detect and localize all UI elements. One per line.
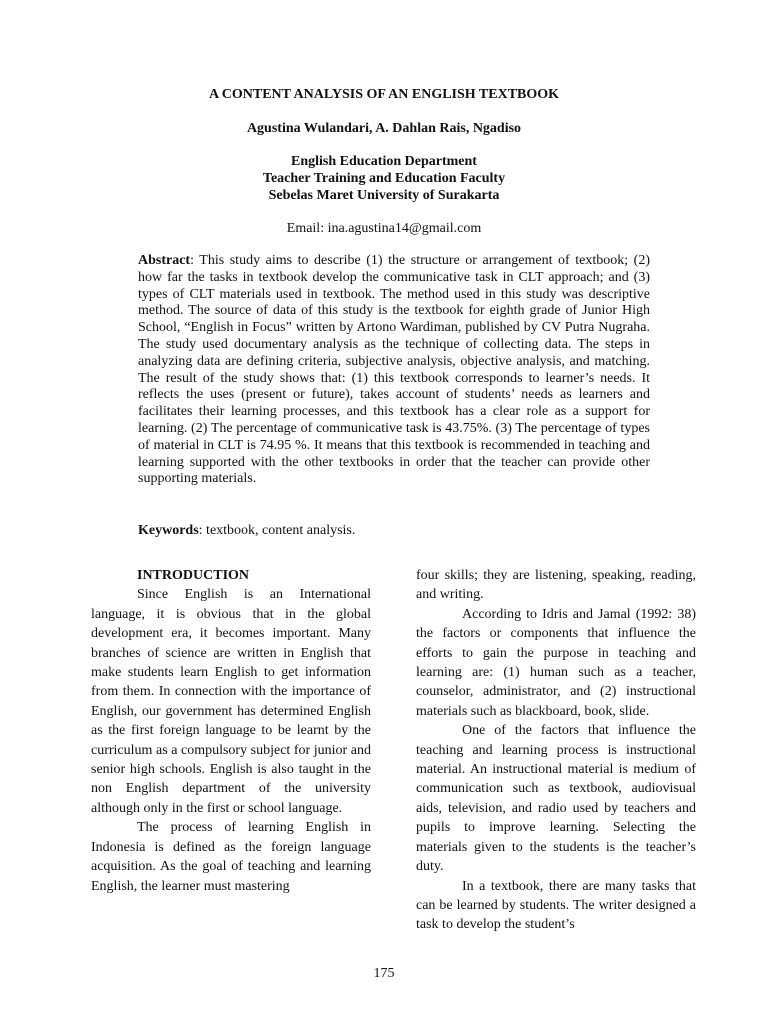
- abstract-label: Abstract: [138, 253, 191, 268]
- keywords: [138, 522, 650, 539]
- body-paragraph: One of the factors that influence the teaching and learning process is instructional material. An instructional material is medium of communication such as textbook, audiovisual aids, television, and radio used by teachers and pupils to improve learning. Selecting the materials given to the students is the teacher’s duty.: [416, 723, 696, 875]
- left-column: [91, 566, 371, 896]
- keywords-label: Keywords: [138, 523, 199, 538]
- body-paragraph: In a textbook, there are many tasks that can be learned by students. The writer designed a task to develop the student’s: [416, 878, 696, 933]
- affiliation-faculty: Teacher Training and Education Faculty: [262, 171, 506, 186]
- body-paragraph-continuation: four skills; they are listening, speaking, reading, and writing.: [416, 568, 696, 603]
- introduction-heading: INTRODUCTION: [137, 568, 250, 583]
- page-number: 175: [373, 966, 395, 981]
- affiliation-university: Sebelas Maret University of Surakarta: [268, 188, 500, 203]
- author-list: Agustina Wulandari, A. Dahlan Rais, Ngadiso: [246, 121, 522, 136]
- body-paragraph: Since English is an International language, it is obvious that in the global development era, it becomes important. Many branches of science are written in English that make students learn English to get information from them. In connection with the importance of English, our government has determined English as the first foreign language to be learnt by the curriculum as a compulsory subject for junior and senior high schools. English is also taught in the non English department of the university although only in the first or school language.: [91, 587, 371, 816]
- right-column: [416, 566, 696, 935]
- abstract-text: : This study aims to describe (1) the structure or arrangement of textbook; (2) how far the tasks in textbook develop the communicative task in CLT approach; and (3) types of CLT materials used in textbook. The method used in this study was descriptive method. The source of data of this study is the textbook for eighth grade of Junior High School, “English in Focus” written by Artono Wardiman, published by CV Putra Nugraha. The study used documentary analysis as the technique of collecting data. The steps in analyzing data are defining criteria, subjective analysis, objective analysis, and matching. The result of the study shows that: (1) this textbook corresponds to learner’s needs. It reflects the uses (present or future), takes account of students’ needs as learners and facilitates their learning processes, and this textbook has a clear role as a support for learning. (2) The percentage of communicative task is 43.75%. (3) The percentage of types of material in CLT is 74.95 %. It means that this textbook is recommended in teaching and learning supported with the other textbooks in order that the teacher can provide other supporting materials.: [138, 253, 650, 487]
- author-email: Email: ina.agustina14@gmail.com: [286, 221, 482, 236]
- abstract: [138, 253, 650, 488]
- body-paragraph: The process of learning English in Indonesia is defined as the foreign language acquisition. As the goal of teaching and learning English, the learner must mastering: [91, 820, 371, 894]
- body-paragraph: According to Idris and Jamal (1992: 38) the factors or components that influence the efforts to gain the purpose in teaching and learning are: (1) human such as a teacher, counselor, administrator, and (2) instructional materials such as blackboard, book, slide.: [416, 606, 696, 719]
- keywords-text: : textbook, content analysis.: [198, 523, 356, 538]
- paper-title: A CONTENT ANALYSIS OF AN ENGLISH TEXTBOOK: [208, 87, 560, 102]
- affiliation-department: English Education Department: [291, 154, 477, 169]
